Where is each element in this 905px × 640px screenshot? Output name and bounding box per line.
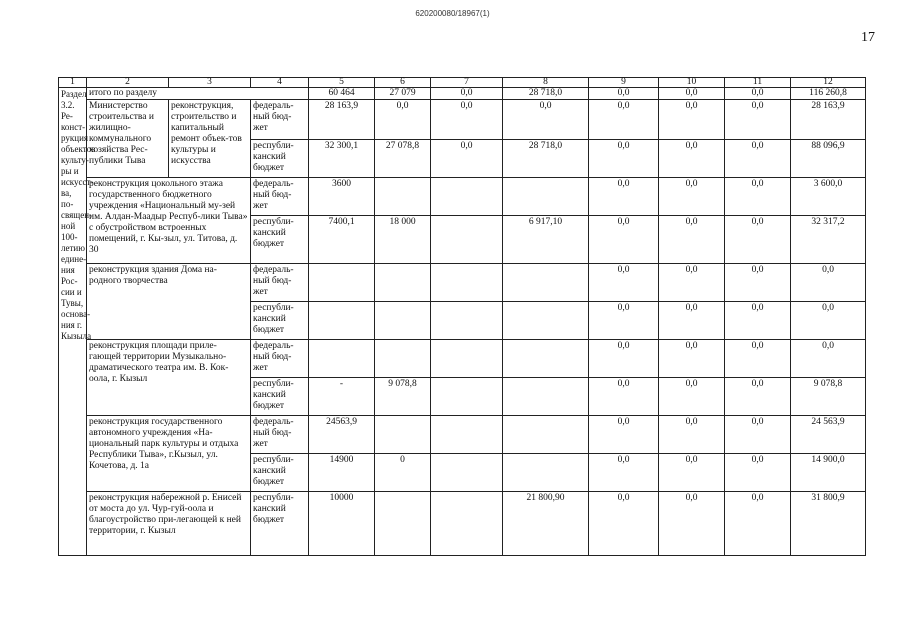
value-cell: 6 917,10: [503, 216, 589, 264]
header-cell: 2: [87, 78, 169, 88]
value-cell: [431, 454, 503, 492]
value-cell: 0,0: [791, 340, 866, 378]
value-cell: 0,0: [791, 264, 866, 302]
budget-type: республи-канский бюджет: [251, 140, 309, 178]
value-cell: 0,0: [431, 140, 503, 178]
budget-type: республи-канский бюджет: [251, 454, 309, 492]
value-cell: 0,0: [589, 302, 659, 340]
section-label: Раздел 3.2. Ре-конст-рукция объектов культу-ры и искусст-ва, по-священ-ной 100-летию едине-ния Рос-сии и Тувы, основа-ния г. Кызыла: [59, 88, 87, 416]
value-cell: 0,0: [725, 140, 791, 178]
header-cell: 5: [309, 78, 375, 88]
value-cell: [375, 492, 431, 556]
value-cell: 0,0: [589, 100, 659, 140]
value-cell: 21 800,90: [503, 492, 589, 556]
budget-type: республи-канский бюджет: [251, 216, 309, 264]
table-row: [59, 416, 866, 454]
total-value: 60 464: [309, 88, 375, 100]
value-cell: 7400,1: [309, 216, 375, 264]
value-cell: [503, 378, 589, 416]
value-cell: [309, 302, 375, 340]
budget-type: федераль-ный бюд-жет: [251, 264, 309, 302]
value-cell: 0,0: [791, 302, 866, 340]
budget-type: республи-канский бюджет: [251, 378, 309, 416]
value-cell: 0,0: [725, 378, 791, 416]
header-cell: 6: [375, 78, 431, 88]
value-cell: 0,0: [725, 216, 791, 264]
value-cell: [503, 340, 589, 378]
value-cell: 0,0: [725, 302, 791, 340]
budget-type: федераль-ный бюд-жет: [251, 340, 309, 378]
page-number: 17: [861, 30, 875, 45]
value-cell: 3600: [309, 178, 375, 216]
value-cell: 9 078,8: [375, 378, 431, 416]
value-cell: [309, 340, 375, 378]
total-value: 0,0: [589, 88, 659, 100]
value-cell: 0,0: [659, 378, 725, 416]
total-value: 0,0: [431, 88, 503, 100]
value-cell: [375, 340, 431, 378]
value-cell: 0,0: [431, 100, 503, 140]
value-cell: -: [309, 378, 375, 416]
value-cell: [431, 378, 503, 416]
value-cell: 0,0: [659, 264, 725, 302]
value-cell: 28 163,9: [791, 100, 866, 140]
section-label-continuation: [59, 416, 87, 556]
value-cell: 9 078,8: [791, 378, 866, 416]
value-cell: 0,0: [659, 340, 725, 378]
value-cell: 0,0: [725, 492, 791, 556]
object-name: реконструкция здания Дома на-родного творчества: [87, 264, 251, 340]
value-cell: [503, 454, 589, 492]
header-cell: 11: [725, 78, 791, 88]
value-cell: 0,0: [659, 216, 725, 264]
value-cell: [375, 416, 431, 454]
value-cell: 0,0: [725, 178, 791, 216]
value-cell: 0,0: [589, 340, 659, 378]
value-cell: [309, 264, 375, 302]
value-cell: 0,0: [725, 340, 791, 378]
value-cell: 0,0: [589, 454, 659, 492]
budget-type: республи-канский бюджет: [251, 302, 309, 340]
value-cell: 0,0: [725, 264, 791, 302]
value-cell: [431, 492, 503, 556]
header-cell: 3: [169, 78, 251, 88]
header-row: [59, 78, 866, 88]
value-cell: 0,0: [503, 100, 589, 140]
value-cell: 24 563,9: [791, 416, 866, 454]
value-cell: [375, 264, 431, 302]
value-cell: 0,0: [589, 178, 659, 216]
value-cell: 0,0: [589, 216, 659, 264]
table-row: [59, 492, 866, 556]
value-cell: 27 078,8: [375, 140, 431, 178]
value-cell: 0,0: [659, 100, 725, 140]
value-cell: 0,0: [589, 416, 659, 454]
value-cell: [431, 264, 503, 302]
ministry-object: реконструкция, строительство и капитальный ремонт объек-тов культуры и искусства: [169, 100, 251, 178]
total-row: [59, 88, 866, 100]
header-cell: 10: [659, 78, 725, 88]
header-cell: 7: [431, 78, 503, 88]
budget-type: республи-канский бюджет: [251, 492, 309, 556]
value-cell: 0,0: [589, 378, 659, 416]
total-value: 0,0: [725, 88, 791, 100]
total-value: 116 260,8: [791, 88, 866, 100]
budget-type: федераль-ный бюд-жет: [251, 178, 309, 216]
object-name: реконструкция государственного автономного учреждения «На-циональный парк культуры и отдыха Республики Тыва», г.Кызыл, ул. Кочетова, д. 1а: [87, 416, 251, 492]
value-cell: [431, 216, 503, 264]
value-cell: 28 163,9: [309, 100, 375, 140]
value-cell: 0,0: [659, 492, 725, 556]
value-cell: [503, 416, 589, 454]
object-name: реконструкция площади приле-гающей территории Музыкально-драматического театра им. В. Кок-оола, г. Кызыл: [87, 340, 251, 416]
value-cell: 14900: [309, 454, 375, 492]
value-cell: 0,0: [589, 140, 659, 178]
value-cell: 0: [375, 454, 431, 492]
header-cell: 9: [589, 78, 659, 88]
value-cell: 18 000: [375, 216, 431, 264]
value-cell: 0,0: [659, 416, 725, 454]
value-cell: 0,0: [589, 264, 659, 302]
total-value: 27 079: [375, 88, 431, 100]
object-name: реконструкция цокольного этажа государственного бюджетного учреждения «Национальный му-зей им. Алдан-Маадыр Респуб-лики Тыва» с обустройством встроенных помещений, г. Кы-зыл, ул. Титова, д. 30: [87, 178, 251, 264]
value-cell: 0,0: [659, 178, 725, 216]
table-row: [59, 100, 866, 140]
value-cell: 0,0: [659, 454, 725, 492]
value-cell: 31 800,9: [791, 492, 866, 556]
value-cell: 0,0: [659, 140, 725, 178]
value-cell: 32 300,1: [309, 140, 375, 178]
header-cell: 4: [251, 78, 309, 88]
total-value: 28 718,0: [503, 88, 589, 100]
value-cell: 0,0: [659, 302, 725, 340]
value-cell: 14 900,0: [791, 454, 866, 492]
value-cell: [431, 416, 503, 454]
value-cell: 0,0: [725, 100, 791, 140]
header-cell: 1: [59, 78, 87, 88]
table-row: [59, 178, 866, 216]
value-cell: [431, 178, 503, 216]
value-cell: 28 718,0: [503, 140, 589, 178]
value-cell: [503, 178, 589, 216]
value-cell: 0,0: [725, 454, 791, 492]
budget-type: федераль-ный бюд-жет: [251, 100, 309, 140]
value-cell: 10000: [309, 492, 375, 556]
value-cell: 0,0: [375, 100, 431, 140]
header-cell: 12: [791, 78, 866, 88]
value-cell: 0,0: [725, 416, 791, 454]
value-cell: [431, 340, 503, 378]
header-cell: 8: [503, 78, 589, 88]
total-value: 0,0: [659, 88, 725, 100]
value-cell: 88 096,9: [791, 140, 866, 178]
object-name: реконструкция набережной р. Енисей от моста до ул. Чур-гуй-оола и благоустройство при-легающей к ней территории, г. Кызыл: [87, 492, 251, 556]
budget-table: [58, 77, 866, 556]
value-cell: 0,0: [589, 492, 659, 556]
value-cell: 32 317,2: [791, 216, 866, 264]
value-cell: [503, 264, 589, 302]
budget-type: федераль-ный бюд-жет: [251, 416, 309, 454]
value-cell: 24563,9: [309, 416, 375, 454]
value-cell: [375, 302, 431, 340]
value-cell: [375, 178, 431, 216]
value-cell: 3 600,0: [791, 178, 866, 216]
table-row: [59, 264, 866, 302]
value-cell: [431, 302, 503, 340]
ministry-name: Министерство строительства и жилищно-коммунального хозяйства Рес-публики Тыва: [87, 100, 169, 178]
table-row: [59, 340, 866, 378]
document-id: 620200080/18967(1): [415, 9, 490, 18]
value-cell: [503, 302, 589, 340]
total-label: итого по разделу: [87, 88, 309, 100]
